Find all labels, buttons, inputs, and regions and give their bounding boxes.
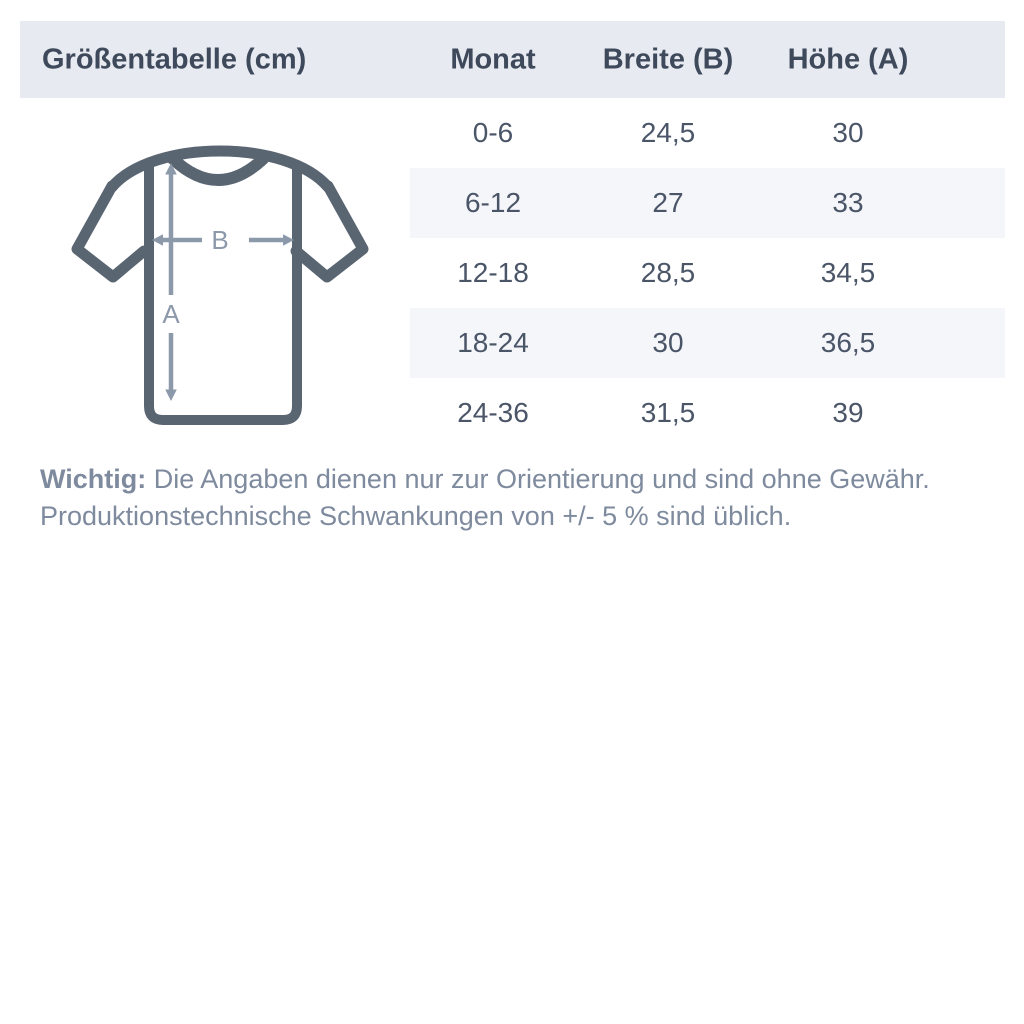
- cell-breite: 30: [652, 327, 684, 358]
- cell-breite: 27: [652, 187, 684, 218]
- tshirt-icon: [65, 135, 375, 435]
- cell-monat: 18-24: [457, 327, 529, 358]
- cell-hoehe: 39: [832, 397, 864, 428]
- shirt-left-sleeve: [77, 186, 144, 277]
- height-arrow: [162, 163, 180, 401]
- height-arrow-label: A: [162, 299, 180, 329]
- cell-breite: 24,5: [640, 117, 696, 148]
- table-header-band: [20, 21, 1005, 98]
- cell-monat: 12-18: [457, 257, 529, 288]
- cell-hoehe: 36,5: [820, 327, 876, 358]
- disclaimer-text-1: Die Angaben dienen nur zur Orientierung und sind ohne Gewähr.: [153, 464, 930, 494]
- disclaimer-line-1: [40, 461, 980, 498]
- column-header-hoehe: Höhe (A): [787, 43, 909, 75]
- tshirt-diagram: [65, 135, 375, 435]
- cell-monat: 6-12: [464, 187, 522, 218]
- cell-hoehe: 33: [832, 187, 864, 218]
- disclaimer-line-2: Produktionstechnische Schwankungen von +/- 5 % sind üblich.: [40, 501, 792, 531]
- chart-title: Größentabelle (cm): [42, 43, 307, 75]
- cell-breite: 31,5: [640, 397, 696, 428]
- cell-hoehe: 34,5: [820, 257, 876, 288]
- disclaimer-note: [40, 461, 980, 535]
- width-arrow-label: B: [211, 225, 229, 255]
- width-arrow: [152, 225, 294, 255]
- column-header-monat: Monat: [450, 43, 536, 75]
- cell-breite: 28,5: [640, 257, 696, 288]
- cell-monat: 24-36: [457, 397, 529, 428]
- shirt-collar: [173, 159, 263, 180]
- cell-hoehe: 30: [832, 117, 864, 148]
- shirt-right-sleeve: [296, 186, 363, 277]
- column-header-breite: Breite (B): [602, 43, 734, 75]
- cell-monat: 0-6: [472, 117, 514, 148]
- disclaimer-prefix: Wichtig:: [40, 464, 147, 494]
